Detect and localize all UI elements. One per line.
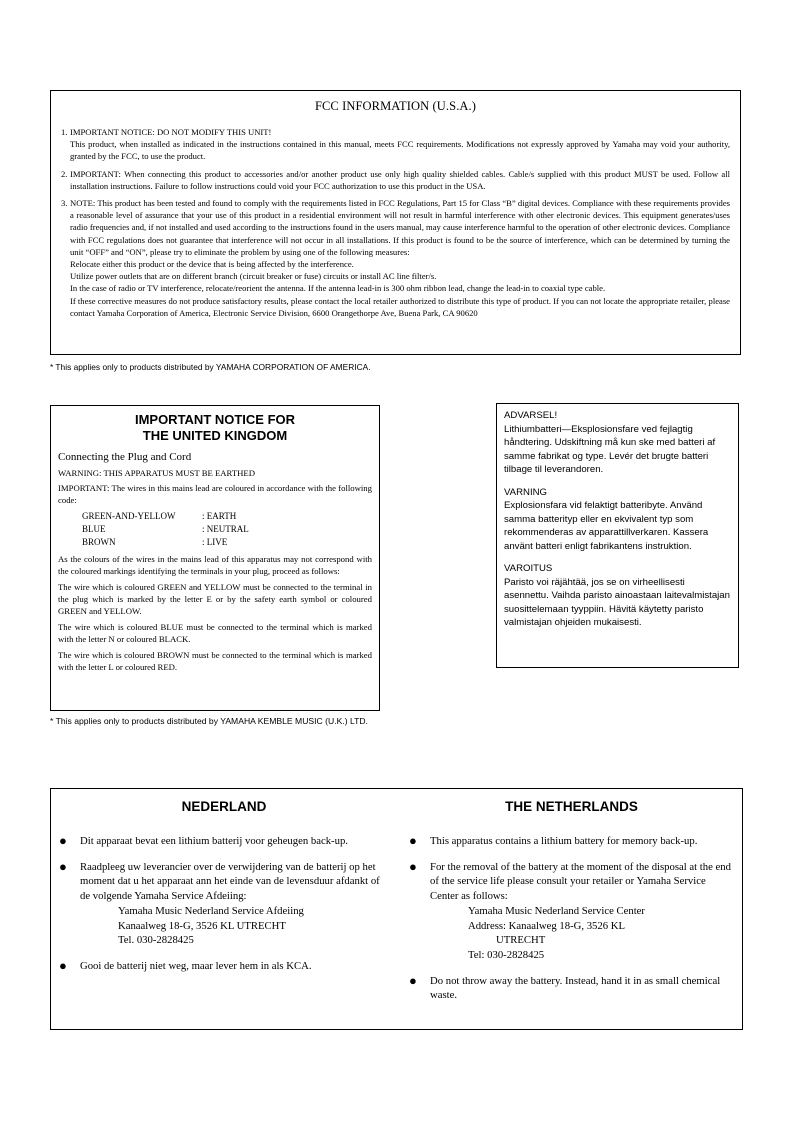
uk-code-row <box>82 536 372 549</box>
swedish-warning-text: Explosionsfara vid felaktigt batteribyte. Använd samma batterityp eller en ekvivalent typ som rekommenderas av apparattillverkaren. Kassera använt batteri enligt fabrikantens instruktion. <box>504 500 709 552</box>
fcc-measure-antenna: In the case of radio or TV interference, relocate/reorient the antenna. If the antenna lead-in is 300 ohm ribbon lead, change the lead-in to coaxial type cable. <box>70 283 606 294</box>
uk-notice-box <box>50 405 380 711</box>
en-bullet-chemical-waste: Do not throw away the battery. Instead, hand it in as small chemical waste. <box>430 974 721 1002</box>
uk-code-colour: BROWN <box>82 537 116 547</box>
en-service-city: UTRECHT <box>496 934 546 947</box>
nl-service-name: Yamaha Music Nederland Service Afdeiing <box>118 904 304 917</box>
uk-warning: WARNING: THIS APPARATUS MUST BE EARTHED <box>58 468 255 478</box>
uk-wire-codes <box>82 510 372 549</box>
danish-warning-heading: ADVARSEL! <box>504 410 558 421</box>
list-item <box>59 860 389 948</box>
fcc-item-3-text: NOTE: This product has been tested and found to comply with the requirements listed in FCC Regulations, Part 15 for Class “B” digital devices. Compliance with these requirements provides a reasonable level of assurance that your use of this product in a residential environment will not result in harmful interference with other electronic devices. This equipment generates/uses radio frequencies and, if not installed and used according to the instructions found in the users manual, may cause interference harmful to the operation of other electronic devices. Compliance with FCC regulations does not guarantee that interference will not occur in all installations. If this product is found to be the source of interference, which can be determined by turning the unit “OFF” and “ON”, please try to eliminate the problem by using one of the following measures: <box>70 198 730 257</box>
bullet-icon: ● <box>409 833 417 848</box>
en-service-name: Yamaha Music Nederland Service Center <box>468 904 645 917</box>
fcc-item-3 <box>61 197 730 319</box>
en-service-phone: Tel: 030-2828425 <box>468 948 545 961</box>
list-item <box>409 834 734 849</box>
finnish-warning <box>504 562 731 630</box>
bullet-icon: ● <box>59 858 67 874</box>
fcc-information-box <box>50 90 741 355</box>
uk-subtitle: Connecting the Plug and Cord <box>58 451 192 463</box>
fcc-item-2 <box>61 168 730 192</box>
uk-footnote: * This applies only to products distributed by YAMAHA KEMBLE MUSIC (U.K.) LTD. <box>50 716 368 726</box>
finnish-warning-heading: VAROITUS <box>504 563 553 574</box>
fcc-item-1-heading: IMPORTANT NOTICE: DO NOT MODIFY THIS UNIT! <box>70 127 272 137</box>
list-item <box>409 860 734 963</box>
the-netherlands-column <box>409 799 734 1014</box>
uk-paragraph-neutral: The wire which is coloured BLUE must be connected to the terminal which is marked with the letter N or coloured BLACK. <box>58 622 372 644</box>
uk-important: IMPORTANT: The wires in this mains lead are coloured in accordance with the following code: <box>58 483 372 505</box>
uk-title-line1: IMPORTANT NOTICE FOR <box>134 412 296 427</box>
nl-bullet-kca: Gooi de batterij niet weg, maar lever hem in als KCA. <box>80 959 312 972</box>
en-service-address: Address: Kanaalweg 18-G, 3526 KL <box>468 919 626 932</box>
swedish-warning <box>504 486 731 554</box>
fcc-item-1-number: 1. <box>61 127 68 137</box>
bullet-icon: ● <box>59 833 67 848</box>
bullet-icon: ● <box>409 858 417 874</box>
list-item <box>409 974 734 1003</box>
nordic-battery-warning-box <box>496 403 739 668</box>
uk-paragraph-earth: The wire which is coloured GREEN and YELLOW must be connected to the terminal in the plug which is marked by the letter E or by the safety earth symbol or coloured GREEN and YELLOW. <box>58 582 372 616</box>
fcc-item-2-number: 2. <box>61 168 68 179</box>
en-bullet-battery: This apparatus contains a lithium battery for memory back-up. <box>430 835 698 847</box>
finnish-warning-text: Paristo voi räjähtää, jos se on virheellisesti asennettu. Vaihda paristo ainoastaan laitevalmistajan suosittelemaan tyyppiin. Hävitä käytetty paristo valmistajan ohjeiden mukaisesti. <box>504 576 730 628</box>
fcc-measure-contact: If these corrective measures do not produce satisfactory results, please contact the local retailer authorized to distribute this type of product. If you can not locate the appropriate retailer, please contact Yamaha Corporation of America, Electronic Service Division, 6600 Orangethorpe Ave, Buena Park, CA 90620 <box>70 295 730 318</box>
fcc-item-3-number: 3. <box>61 198 68 209</box>
uk-code-meaning: : NEUTRAL <box>202 524 249 534</box>
uk-paragraph-colours: As the colours of the wires in the mains lead of this apparatus may not correspond with the coloured markings identifying the terminals in your plug, proceed as follows: <box>58 554 372 576</box>
fcc-item-1 <box>61 126 730 163</box>
danish-warning <box>504 409 731 477</box>
fcc-measure-relocate: Relocate either this product or the device that is being affected by the interference. <box>70 259 354 270</box>
uk-code-meaning: : LIVE <box>202 537 228 547</box>
nederland-column <box>59 799 389 985</box>
fcc-item-2-text: IMPORTANT: When connecting this product to accessories and/or another product use only high quality shielded cables. Cable/s supplied with this product MUST be used. Follow all installation instructions. Failure to follow instructions could void your FCC authorization to use this product in the USA. <box>70 168 730 191</box>
bullet-icon: ● <box>59 957 67 973</box>
nl-bullet-disposal: Raadpleeg uw leverancier over de verwijdering van de batterij op het moment dat u het apparaat ann het einde van de levensduur afdankt of de volgende Yamaha Service Afdeiing: <box>80 860 380 903</box>
nl-service-address: Kanaalweg 18-G, 3526 KL UTRECHT <box>118 919 286 932</box>
list-item <box>59 959 389 974</box>
nl-service-phone: Tel. 030-2828425 <box>118 934 194 947</box>
fcc-measure-outlets: Utilize power outlets that are on different branch (circuit breaker or fuse) circuits or install AC line filter/s. <box>70 271 437 282</box>
nederland-title: NEDERLAND <box>181 799 267 814</box>
swedish-warning-heading: VARNING <box>504 486 547 498</box>
uk-code-colour: BLUE <box>82 524 106 534</box>
netherlands-battery-box <box>50 788 743 1030</box>
uk-code-colour: GREEN-AND-YELLOW <box>82 511 176 521</box>
uk-code-meaning: : EARTH <box>202 511 237 521</box>
uk-paragraph-live: The wire which is coloured BROWN must be connected to the terminal which is marked with the letter L or coloured RED. <box>58 650 372 672</box>
uk-title-line2: THE UNITED KINGDOM <box>142 428 288 443</box>
fcc-title: FCC INFORMATION (U.S.A.) <box>314 99 477 113</box>
fcc-footnote: * This applies only to products distributed by YAMAHA CORPORATION OF AMERICA. <box>50 362 371 372</box>
danish-warning-text: Lithiumbatteri—Eksplosionsfare ved fejlagtig håndtering. Udskiftning må kun ske med batteri af samme fabrikat og type. Levér det brugte batteri tilbage til leverandoren. <box>504 423 716 475</box>
uk-code-row <box>82 510 372 523</box>
list-item <box>59 834 389 849</box>
nl-bullet-battery: Dit apparaat bevat een lithium batterij voor geheugen back-up. <box>80 835 348 847</box>
en-bullet-disposal: For the removal of the battery at the moment of the disposal at the end of the service life please consult your retailer or Yamaha Service Center as follows: <box>430 860 731 903</box>
fcc-item-1-text: This product, when installed as indicated in the instructions contained in this manual, meets FCC requirements. Modifications not expressly approved by Yamaha may void your authority, granted by the FCC, to use the product. <box>70 139 730 162</box>
uk-code-row <box>82 523 372 536</box>
bullet-icon: ● <box>409 972 417 988</box>
the-netherlands-title: THE NETHERLANDS <box>505 799 638 814</box>
